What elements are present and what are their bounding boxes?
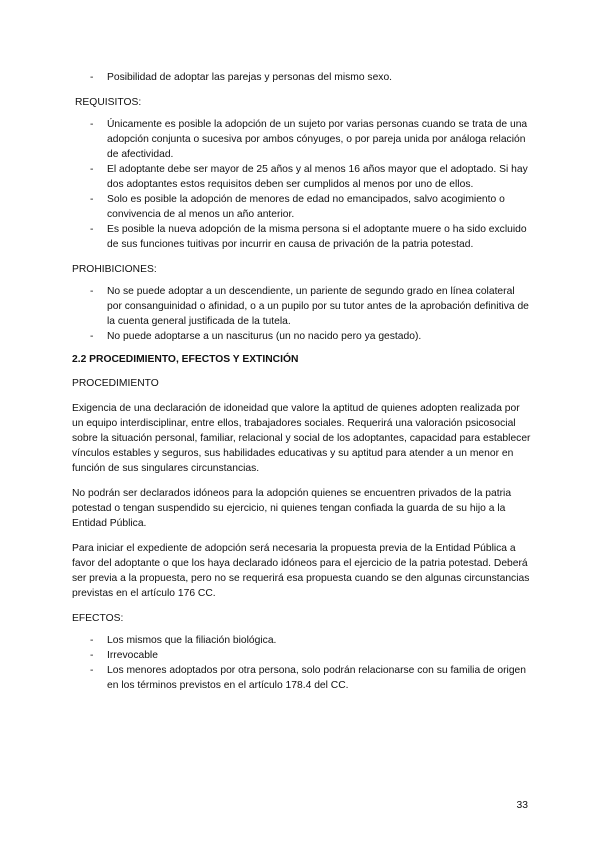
paragraph: Exigencia de una declaración de idoneidad que valore la aptitud de quienes adopten realizada por un equipo interdisciplinar, entre ellos, trabajadores sociales. Requerirá una valoración psicosocial sobre la situación personal, familiar, relacional y social de los adoptantes, capacidad para establecer vínculos estables y seguros, sus habilidades educativas y su aptitud para atender a un menor en función de sus singulares circunstancias.: [72, 403, 531, 474]
bullet-dash: -: [90, 119, 94, 130]
paragraph: No podrán ser declarados idóneos para la adopción quienes se encuentren privados de la patria potestad o tengan suspendido su ejercicio, ni quienes tengan confiada la guarda de su hijo a la Entidad Pública.: [72, 488, 512, 529]
bullet-dash: -: [90, 194, 94, 205]
list-item: - No se puede adoptar a un descendiente, un pariente de segundo grado en línea colateral por consanguinidad o afinidad, o a un pupilo por su tutor antes de la aprobación definitiva de la cuenta general justificada de la tutela.: [90, 286, 529, 327]
list-item: - Irrevocable: [90, 650, 158, 661]
list-item: - Solo es posible la adopción de menores de edad no emancipados, salvo acogimiento o convivencia de al menos un año anterior.: [90, 194, 505, 220]
efectos-list: [72, 633, 532, 693]
list-item: - Es posible la nueva adopción de la misma persona si el adoptante muere o ha sido excluido de sus funciones tuitivas por incurrir en causa de privación de la patria potestad.: [90, 224, 527, 250]
efectos-heading: EFECTOS:: [72, 613, 124, 624]
bullet-dash: -: [90, 72, 94, 83]
requisitos-heading: REQUISITOS:: [75, 97, 142, 108]
section-title: 2.2 PROCEDIMIENTO, EFECTOS Y EXTINCIÓN: [72, 354, 299, 365]
bullet-dash: -: [90, 635, 94, 646]
document-page: [72, 70, 532, 693]
list-item: - Posibilidad de adoptar las parejas y personas del mismo sexo.: [90, 72, 393, 83]
paragraph: Para iniciar el expediente de adopción será necesaria la propuesta previa de la Entidad Pública a favor del adoptante o que los haya declarado idóneos para el ejercicio de la patria potestad. Deberá ser previa a la propuesta, pero no se requerirá esa propuesta cuando se den algunas circunstancias previstas en el artículo 176 CC.: [72, 543, 530, 599]
prohibiciones-list: [72, 284, 532, 344]
procedimiento-heading: PROCEDIMIENTO: [72, 378, 159, 389]
bullet-dash: -: [90, 224, 94, 235]
requisitos-list: [72, 117, 532, 252]
list-item: - El adoptante debe ser mayor de 25 años y al menos 16 años mayor que el adoptado. Si hay dos adoptantes estos requisitos deben ser cumplidos al menos por uno de ellos.: [90, 164, 528, 190]
bullet-dash: -: [90, 164, 94, 175]
list-item: - Los mismos que la filiación biológica.: [90, 635, 277, 646]
list-item: - No puede adoptarse a un nasciturus (un no nacido pero ya gestado).: [90, 331, 422, 342]
bullet-dash: -: [90, 331, 94, 342]
bullet-dash: -: [90, 650, 94, 661]
bullet-dash: -: [90, 286, 94, 297]
list-item: - Los menores adoptados por otra persona, solo podrán relacionarse con su familia de origen en los términos previstos en el artículo 178.4 del CC.: [90, 665, 526, 691]
list-item: - Únicamente es posible la adopción de un sujeto por varias personas cuando se trata de una adopción conjunta o sucesiva por ambos cónyuges, o por pareja unida por análoga relación de afectividad.: [90, 119, 528, 160]
prohibiciones-heading: PROHIBICIONES:: [72, 264, 157, 275]
intro-list: [72, 70, 532, 85]
page-number: 33: [516, 800, 528, 811]
bullet-dash: -: [90, 665, 94, 676]
